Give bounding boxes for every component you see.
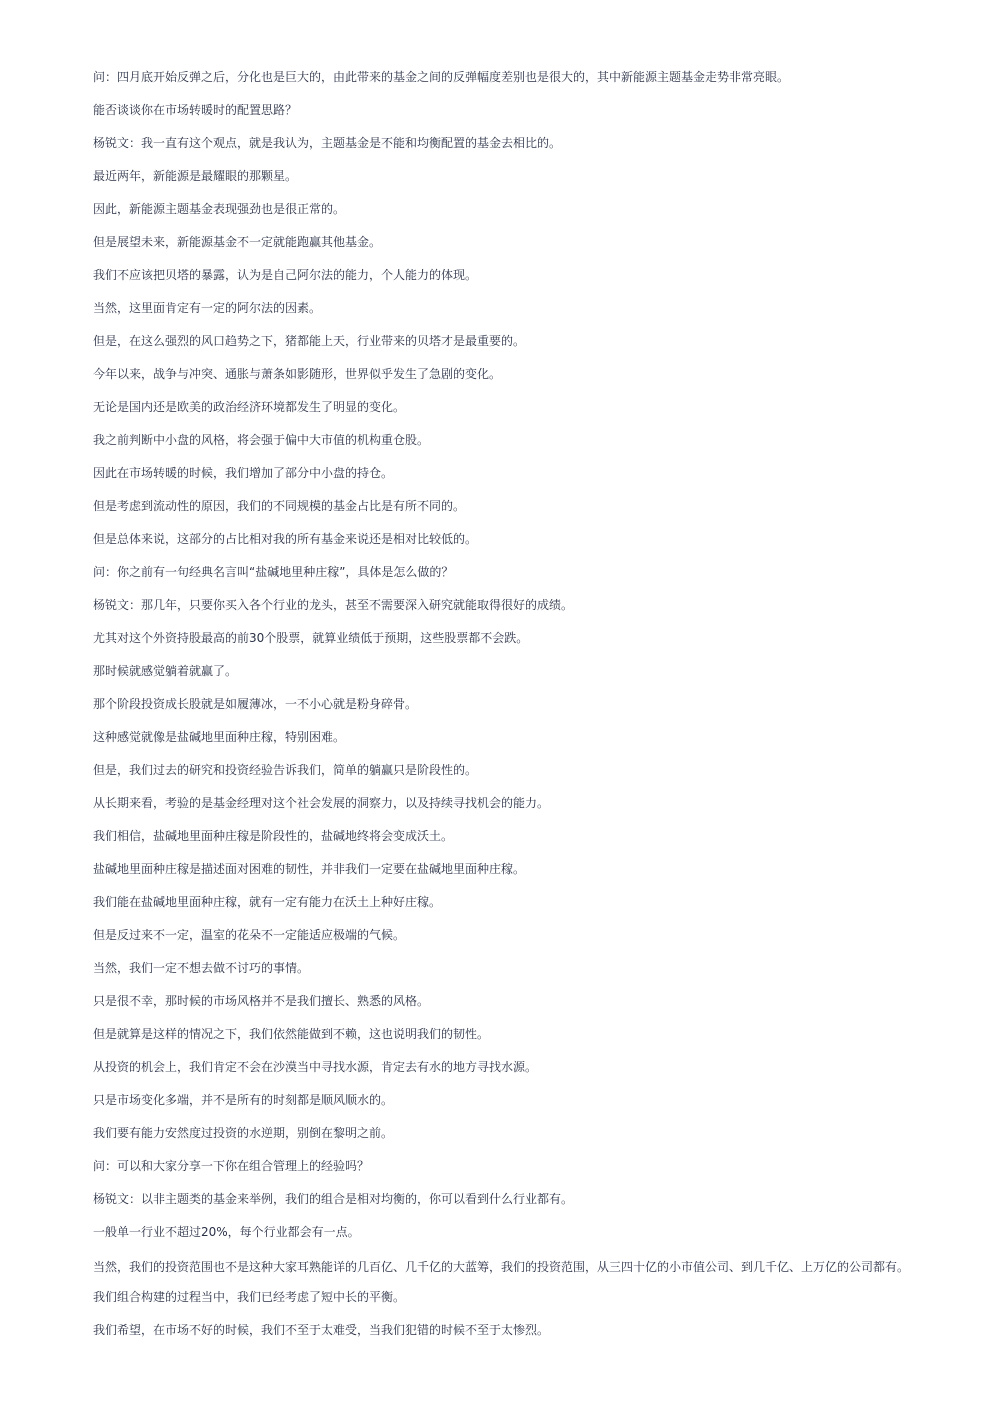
paragraph: 但是展望未来，新能源基金不一定就能跑赢其他基金。 [93, 235, 382, 249]
paragraph: 那个阶段投资成长股就是如履薄冰，一不小心就是粉身碎骨。 [93, 697, 418, 711]
paragraph: 但是，在这么强烈的风口趋势之下，猪都能上天，行业带来的贝塔才是最重要的。 [93, 334, 526, 348]
paragraph: 能否谈谈你在市场转暖时的配置思路？ [93, 103, 298, 117]
paragraph: 从长期来看，考验的是基金经理对这个社会发展的洞察力，以及持续寻找机会的能力。 [93, 796, 550, 810]
paragraph: 今年以来，战争与冲突、通胀与萧条如影随形，世界似乎发生了急剧的变化。 [93, 367, 502, 381]
paragraph: 我之前判断中小盘的风格，将会强于偏中大市值的机构重仓股。 [93, 433, 430, 447]
paragraph: 只是市场变化多端，并不是所有的时刻都是顺风顺水的。 [93, 1093, 394, 1107]
paragraph: 我们希望，在市场不好的时候，我们不至于太难受，当我们犯错的时候不至于太惨烈。 [93, 1323, 550, 1337]
paragraph: 但是反过来不一定，温室的花朵不一定能适应极端的气候。 [93, 928, 406, 942]
paragraph: 当然，我们一定不想去做不讨巧的事情。 [93, 961, 310, 975]
paragraph: 当然，我们的投资范围也不是这种大家耳熟能详的几百亿、几千亿的大蓝筹，我们的投资范围，从三四十亿的小市值公司、到几千亿、上万亿的公司都有。 [93, 1260, 910, 1274]
paragraph: 问：四月底开始反弹之后，分化也是巨大的，由此带来的基金之间的反弹幅度差别也是很大的，其中新能源主题基金走势非常亮眼。 [93, 70, 790, 84]
paragraph: 当然，这里面肯定有一定的阿尔法的因素。 [93, 301, 322, 315]
paragraph: 但是考虑到流动性的原因，我们的不同规模的基金占比是有所不同的。 [93, 499, 466, 513]
paragraph: 最近两年，新能源是最耀眼的那颗星。 [93, 169, 298, 183]
paragraph: 但是，我们过去的研究和投资经验告诉我们，简单的躺赢只是阶段性的。 [93, 763, 478, 777]
paragraph: 我们不应该把贝塔的暴露，认为是自己阿尔法的能力，个人能力的体现。 [93, 268, 478, 282]
paragraph: 只是很不幸，那时候的市场风格并不是我们擅长、熟悉的风格。 [93, 994, 430, 1008]
paragraph: 这种感觉就像是盐碱地里面种庄稼，特别困难。 [93, 730, 346, 744]
paragraph: 杨锐文：我一直有这个观点，就是我认为，主题基金是不能和均衡配置的基金去相比的。 [93, 136, 562, 150]
paragraph: 杨锐文：那几年，只要你买入各个行业的龙头，甚至不需要深入研究就能取得很好的成绩。 [93, 598, 574, 612]
paragraph: 一般单一行业不超过20%，每个行业都会有一点。 [93, 1225, 360, 1239]
paragraph: 问：你之前有一句经典名言叫“盐碱地里种庄稼”，具体是怎么做的？ [93, 565, 454, 579]
paragraph: 从投资的机会上，我们肯定不会在沙漠当中寻找水源，肯定去有水的地方寻找水源。 [93, 1060, 538, 1074]
paragraph: 问：可以和大家分享一下你在组合管理上的经验吗？ [93, 1159, 370, 1173]
paragraph: 但是总体来说，这部分的占比相对我的所有基金来说还是相对比较低的。 [93, 532, 478, 546]
article-body [93, 68, 945, 1354]
paragraph: 我们能在盐碱地里面种庄稼，就有一定有能力在沃土上种好庄稼。 [93, 895, 442, 909]
paragraph: 杨锐文：以非主题类的基金来举例，我们的组合是相对均衡的，你可以看到什么行业都有。 [93, 1192, 574, 1206]
paragraph: 但是就算是这样的情况之下，我们依然能做到不赖，这也说明我们的韧性。 [93, 1027, 490, 1041]
paragraph: 那时候就感觉躺着就赢了。 [93, 664, 238, 678]
paragraph: 我们要有能力安然度过投资的水逆期，别倒在黎明之前。 [93, 1126, 394, 1140]
paragraph: 我们组合构建的过程当中，我们已经考虑了短中长的平衡。 [93, 1290, 406, 1304]
paragraph: 因此，新能源主题基金表现强劲也是很正常的。 [93, 202, 346, 216]
paragraph: 我们相信，盐碱地里面种庄稼是阶段性的，盐碱地终将会变成沃土。 [93, 829, 454, 843]
paragraph: 因此在市场转暖的时候，我们增加了部分中小盘的持仓。 [93, 466, 394, 480]
paragraph: 无论是国内还是欧美的政治经济环境都发生了明显的变化。 [93, 400, 406, 414]
paragraph: 盐碱地里面种庄稼是描述面对困难的韧性，并非我们一定要在盐碱地里面种庄稼。 [93, 862, 526, 876]
paragraph: 尤其对这个外资持股最高的前30个股票，就算业绩低于预期，这些股票都不会跌。 [93, 631, 529, 645]
